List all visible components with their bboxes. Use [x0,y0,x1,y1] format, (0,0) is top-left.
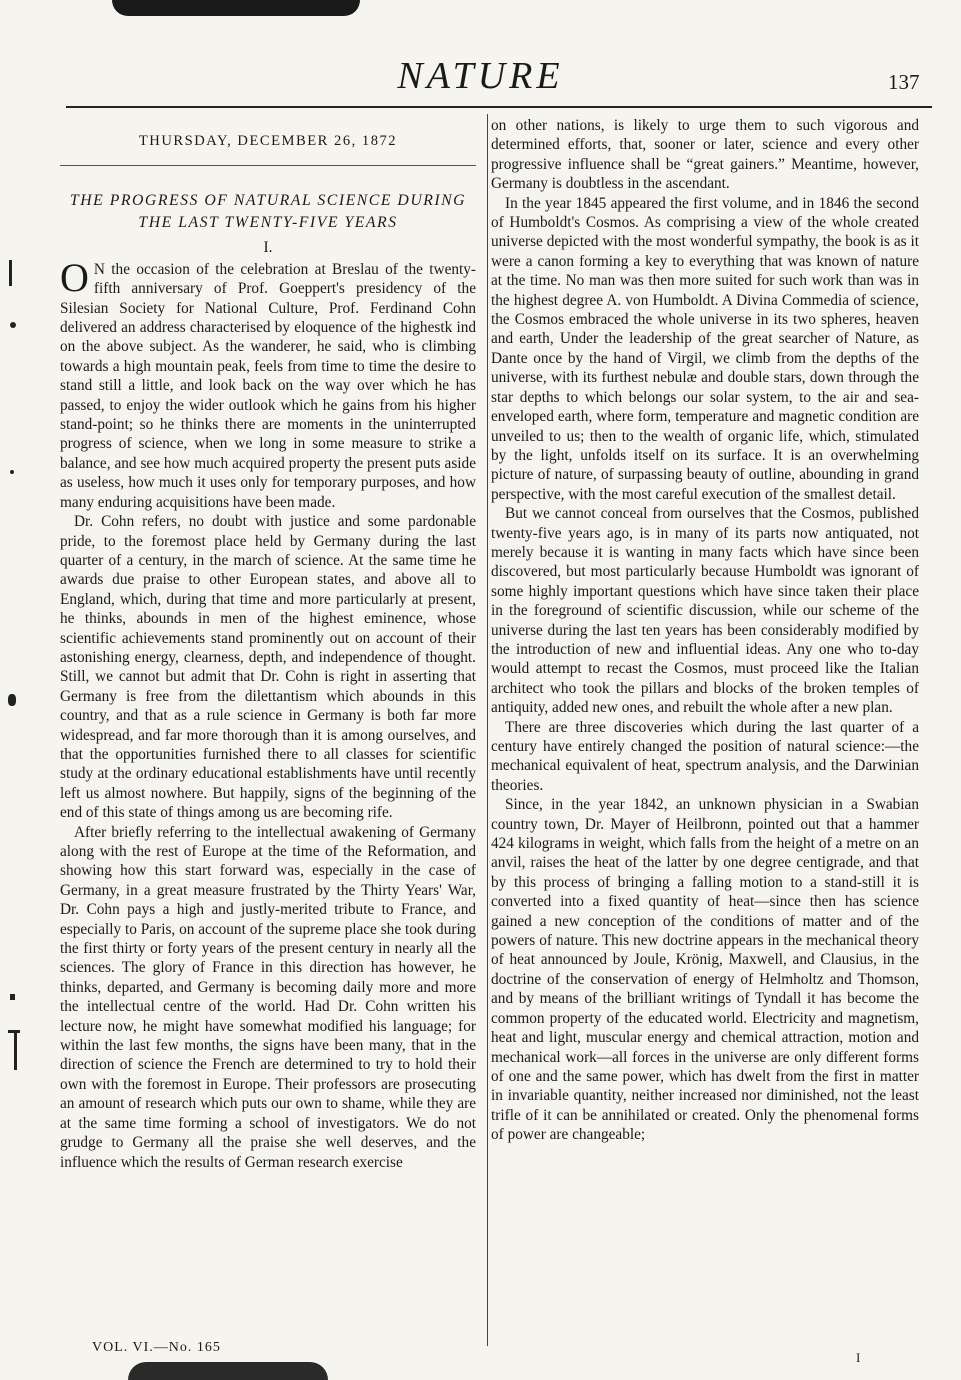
margin-mark [10,470,14,474]
paragraph: Since, in the year 1842, an unknown physician in a Swabian country town, Dr. Mayer of Heilbronn, pointed out that a hammer 424 kilograms in weight, which falls from the height of a metre on an anvil, raises the heat of the latter by one degree centigrade, and that by this process of bringing a falling motion to a stand-still it is converted into a fixed quantity of heat—since then has science gained a new conception of the conditions of matter and of the powers of nature. This new doctrine appears in the mechanical theory of heat announced by Joule, Krönig, Maxwell, and Clausius, in the doctrine of the conservation of energy of Helmholtz and Thomson, and by means of the brilliant writings of Tyndall it has become the common property of the educated world. Electricity and magnetism, heat and light, muscular energy and chemical attraction, motion and mechanical work—all forces in the universe are only different forms of one and the same power, which has dwelt from the first in matter in invariable quantity, neither increased nor diminished, not the least trifle of it can be annihilated or created. Only the phenomenal forms of power are changeable; [491,796,919,1144]
dateline: THURSDAY, DECEMBER 26, 1872 [138,133,398,149]
article-title: THE PROGRESS OF NATURAL SCIENCE DURING THE LAST TWENTY-FIVE YEARS [69,192,467,232]
paragraph: on other nations, is likely to urge them to such vigorous and determined efforts, that, sooner or later, science and every other progressive influence shall be “great gainers.” Meantime, however, Germany is doubtless in the ascendant. [491,117,919,193]
paragraph: There are three discoveries which during the last quarter of a century have entirely changed the position of natural science:—the mechanical equivalent of heat, spectrum analysis, and the Darwinian theories. [491,718,919,794]
paragraph-text: N the occasion of the celebration at Breslau of the twenty-fifth anniversary of Prof. Goeppert's presidency of the Silesian Society for National Culture, Prof. Ferdinand Cohn delivered an address characterised by eloquence of the highestk ind on the above subject. As the wanderer, he said, who is climbing towards a high mountain peak, feels from time to time the desire to stand still a little, and look back on the way over which he has passed, to enjoy the wider outlook which he gains from his higher stand-point; so he thinks there are moments in the uninterrupted progress of science, when we long in some measure to strike a balance, and see how much acquired property the present puts aside as useless, how much it uses only for temporary purposes, and how many enduring acquisitions have been made. [60,260,476,511]
paragraph [60,254,476,512]
part-number: I. [263,239,273,257]
margin-mark [10,322,16,328]
right-column [491,116,919,1145]
signature-mark: I [856,1350,861,1365]
page-number: 137 [888,70,920,94]
dateline-rule [60,165,476,166]
volume-footer: VOL. VI.—No. 165 [92,1340,221,1355]
column-separator [487,114,488,1346]
margin-mark [8,694,16,706]
paragraph: But we cannot conceal from ourselves that the Cosmos, published twenty-five years ago, is in many of its parts now antiquated, not merely because it is wanting in many facts which have since been discovered, but most particularly because Humboldt was ignorant of some highly important questions which have since taken their place in the foreground of scientific discussion, while our scheme of the universe during the last ten years has been considerably modified by the introduction of new and influential ideas. Any one who to-day would attempt to recast the Cosmos, must proceed like the Italian architect who took the pillars and blocks of the broken temples of antiquity, added new ones, and rebuilt the whole after a new plan. [491,505,919,717]
top-ink-blot [112,0,360,16]
masthead: NATURE [397,55,564,97]
margin-mark [9,260,12,286]
margin-mark [10,994,15,1000]
left-column [60,116,476,1172]
margin-mark [14,1030,17,1070]
paragraph: Dr. Cohn refers, no doubt with justice and some pardonable pride, to the foremost place held by Germany during the last quarter of a century, in the march of science. At the same time he awards due praise to other European states, and above all to England, which, during that time and more particularly at present, he thinks, abounds in men of the highest eminence, whose scientific achievements stand prominently out on account of their astonishing energy, clearness, depth, and independence of thought. Still, we cannot but admit that Dr. Cohn is right in asserting that Germany is free from the dilettantism which abounds in this country, and that as a rule science in Germany is both far more widespread, and far more thorough than it is among ourselves, and that the opportunities furnished there to all classes for scientific study at the ordinary educational establishments have until recently left us almost nowhere. But happily, signs of the beginning of the end of this state of things among us are becoming rife. [60,513,476,822]
drop-cap: O [60,254,89,300]
paragraph: In the year 1845 appeared the first volume, and in 1846 the second of Humboldt's Cosmos. As comprising a view of the whole created universe depicted with the most wonderful sympathy, the book is as it were a canon forming a key to everything that was known of nature at the time. No man was then more suited for such work than was in the highest degree A. von Humboldt. A Divina Commedia of science, the Cosmos embraced the whole universe in its two spheres, heaven and earth, Under the leadership of the great searcher of Nature, as Dante once by the hand of Virgil, we climb from the depths of the universe, with its furthest nebulæ and double stars, down through the star depths to which belongs our solar system, to the air and sea-enveloped earth, where form, temperature and magnetic condition are unveiled to us; then to the wealth of organic life, which, stimulated by the light, unfolds itself on its surface. It is an overwhelming picture of nature, of surpassing beauty of outline, abounding in grand perspective, with the most careful execution of the smallest detail. [491,194,919,503]
header-rule [66,106,932,108]
bottom-ink-blot [128,1362,328,1380]
paragraph: After briefly referring to the intellectual awakening of Germany along with the rest of Europe at the time of the Reformation, and showing how this start forward was, especially in the case of Germany, in a great measure frustrated by the Thirty Years' War, Dr. Cohn pays a high and justly-merited tribute to France, and especially to Paris, on account of the supreme place she took during the first thirty or forty years of the present century in nearly all the sciences. The glory of France in this direction has however, he thinks, departed, and Germany is becoming daily more and more the intellectual centre of the world. Had Dr. Cohn written his lecture now, he might have somewhat modified his language; for within the last few months, the signs have been many, that in the direction of science the French are determined to try to hold their own with the foremost in Europe. Their professors are prosecuting an amount of research which puts our own to shame, while they are at the same time forming a school of investigators. We do not grudge to Germany all the praise she well deserves, and the influence which the results of German research exercise [60,823,476,1171]
